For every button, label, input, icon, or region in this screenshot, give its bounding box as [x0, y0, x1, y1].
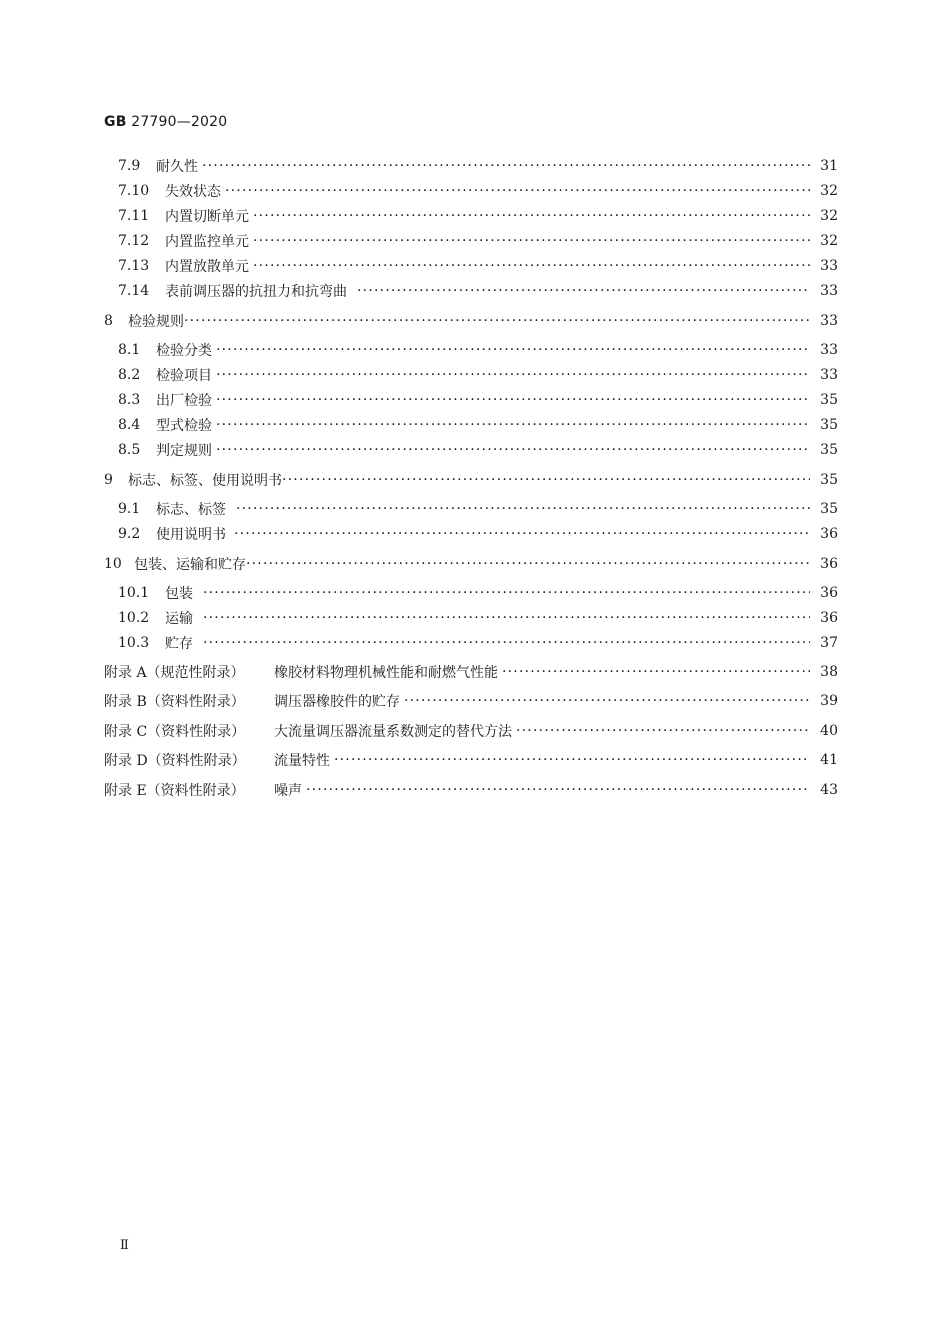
- toc-entry[interactable]: [118, 608, 838, 628]
- toc-entry[interactable]: [118, 156, 838, 176]
- toc-title: 流量特性: [274, 753, 330, 769]
- toc-page: 35: [820, 442, 838, 458]
- toc-number: 10.1: [118, 585, 150, 601]
- toc-title: 内置监控单元: [165, 234, 249, 250]
- toc-number: 9.2: [118, 526, 141, 542]
- toc-title: 耐久性: [156, 159, 198, 175]
- toc-number: 7.10: [118, 183, 150, 199]
- toc-page: 33: [820, 313, 838, 329]
- toc-page: 35: [820, 392, 838, 408]
- toc-entry[interactable]: [118, 340, 838, 360]
- standard-code: GB: [104, 114, 127, 130]
- toc-title: 大流量调压器流量系数测定的替代方法: [274, 724, 512, 740]
- toc-page: 36: [820, 585, 838, 601]
- toc-number: 8.2: [118, 367, 141, 383]
- toc-leader: [234, 524, 810, 544]
- toc-entry[interactable]: [104, 554, 838, 574]
- toc-entry[interactable]: [118, 440, 838, 460]
- toc-title: 型式检验: [156, 418, 212, 434]
- toc-entry[interactable]: [118, 231, 838, 251]
- toc-title: 调压器橡胶件的贮存: [274, 694, 400, 710]
- toc-number: 8.5: [118, 442, 141, 458]
- toc-leader: [334, 750, 810, 770]
- toc-title: 表前调压器的抗扭力和抗弯曲: [165, 284, 347, 300]
- toc-entry[interactable]: [118, 633, 838, 653]
- toc-leader: [216, 340, 810, 360]
- toc-leader: [306, 780, 810, 800]
- toc-entry[interactable]: [118, 206, 838, 226]
- toc-entry[interactable]: [118, 583, 838, 603]
- toc-page: 35: [820, 417, 838, 433]
- toc-leader: [184, 311, 810, 331]
- toc-leader: [516, 721, 810, 741]
- toc-leader: [357, 281, 810, 301]
- toc-appendix-label: 附录 E（资料性附录）: [104, 783, 245, 799]
- toc-number: 10.2: [118, 610, 150, 626]
- toc-title: 使用说明书: [156, 527, 226, 543]
- toc-appendix-label: 附录 A（规范性附录）: [104, 665, 245, 681]
- toc-page: 36: [820, 610, 838, 626]
- toc-number: 7.13: [118, 258, 150, 274]
- toc-title: 噪声: [274, 783, 302, 799]
- toc-appendix-entry[interactable]: [104, 750, 838, 770]
- toc-leader: [253, 231, 810, 251]
- toc-title: 失效状态: [165, 184, 221, 200]
- toc-page: 33: [820, 342, 838, 358]
- toc-entry[interactable]: [118, 415, 838, 435]
- toc-number: 9: [104, 472, 113, 488]
- toc-appendix-label: 附录 B（资料性附录）: [104, 694, 245, 710]
- toc-page: 31: [820, 158, 838, 174]
- toc-page: 43: [820, 782, 838, 798]
- toc-title: 出厂检验: [156, 393, 212, 409]
- toc-page: 36: [820, 526, 838, 542]
- document-header: [104, 114, 227, 130]
- toc-number: 8.1: [118, 342, 141, 358]
- toc-number: 9.1: [118, 501, 141, 517]
- toc-leader: [246, 554, 810, 574]
- toc-title: 贮存: [165, 636, 193, 652]
- toc-entry[interactable]: [104, 311, 838, 331]
- toc-number: 10.3: [118, 635, 150, 651]
- toc-entry[interactable]: [118, 365, 838, 385]
- toc-page: 33: [820, 283, 838, 299]
- toc-entry[interactable]: [118, 390, 838, 410]
- toc-page: 38: [820, 664, 838, 680]
- toc-appendix-entry[interactable]: [104, 780, 838, 800]
- toc-number: 10: [104, 556, 122, 572]
- toc-entry[interactable]: [118, 281, 838, 301]
- toc-leader: [404, 691, 810, 711]
- toc-leader: [225, 181, 810, 201]
- toc-leader: [253, 206, 810, 226]
- toc-page: 35: [820, 472, 838, 488]
- toc-number: 8.4: [118, 417, 141, 433]
- toc-entry[interactable]: [118, 524, 838, 544]
- toc-appendix-entry[interactable]: [104, 662, 838, 682]
- toc-leader: [236, 499, 810, 519]
- toc-number: 8.3: [118, 392, 141, 408]
- toc-page: 35: [820, 501, 838, 517]
- toc-page: 39: [820, 693, 838, 709]
- toc-title: 运输: [165, 611, 193, 627]
- toc-title: 包装: [165, 586, 193, 602]
- toc-leader: [216, 390, 810, 410]
- toc-page: 41: [820, 752, 838, 768]
- toc-title: 标志、标签、使用说明书: [128, 473, 282, 489]
- toc-number: 7.14: [118, 283, 150, 299]
- toc-appendix-label: 附录 C（资料性附录）: [104, 724, 246, 740]
- toc-leader: [216, 440, 810, 460]
- page-number-footer: Ⅱ: [120, 1238, 129, 1253]
- toc-number: 7.9: [118, 158, 141, 174]
- toc-appendix-entry[interactable]: [104, 721, 838, 741]
- toc-leader: [282, 470, 810, 490]
- toc-leader: [203, 633, 810, 653]
- toc-entry[interactable]: [118, 181, 838, 201]
- toc-title: 判定规则: [156, 443, 212, 459]
- toc-number: 7.11: [118, 208, 150, 224]
- toc-page: 36: [820, 556, 838, 572]
- toc-entry[interactable]: [104, 470, 838, 490]
- standard-number: 27790—2020: [131, 114, 228, 130]
- toc-title: 检验项目: [156, 368, 212, 384]
- toc-appendix-label: 附录 D（资料性附录）: [104, 753, 246, 769]
- toc-page: 33: [820, 367, 838, 383]
- toc-title: 内置放散单元: [165, 259, 249, 275]
- toc-entry[interactable]: [118, 256, 838, 276]
- toc-leader: [216, 415, 810, 435]
- toc-title: 检验分类: [156, 343, 212, 359]
- toc-title: 检验规则: [128, 314, 184, 330]
- toc-leader: [202, 156, 810, 176]
- toc-title: 橡胶材料物理机械性能和耐燃气性能: [274, 665, 498, 681]
- toc-title: 标志、标签: [156, 502, 226, 518]
- toc-leader: [203, 583, 810, 603]
- toc-leader: [203, 608, 810, 628]
- toc-title: 包装、运输和贮存: [134, 557, 246, 573]
- toc-number: 8: [104, 313, 113, 329]
- toc-leader: [502, 662, 810, 682]
- toc-page: 33: [820, 258, 838, 274]
- toc-appendix-entry[interactable]: [104, 691, 838, 711]
- toc-page: 32: [820, 208, 838, 224]
- toc-page: 40: [820, 723, 838, 739]
- toc-page: 37: [820, 635, 838, 651]
- toc-number: 7.12: [118, 233, 150, 249]
- toc-title: 内置切断单元: [165, 209, 249, 225]
- toc-page: 32: [820, 233, 838, 249]
- toc-leader: [216, 365, 810, 385]
- toc-page: 32: [820, 183, 838, 199]
- toc-entry[interactable]: [118, 499, 838, 519]
- toc-leader: [253, 256, 810, 276]
